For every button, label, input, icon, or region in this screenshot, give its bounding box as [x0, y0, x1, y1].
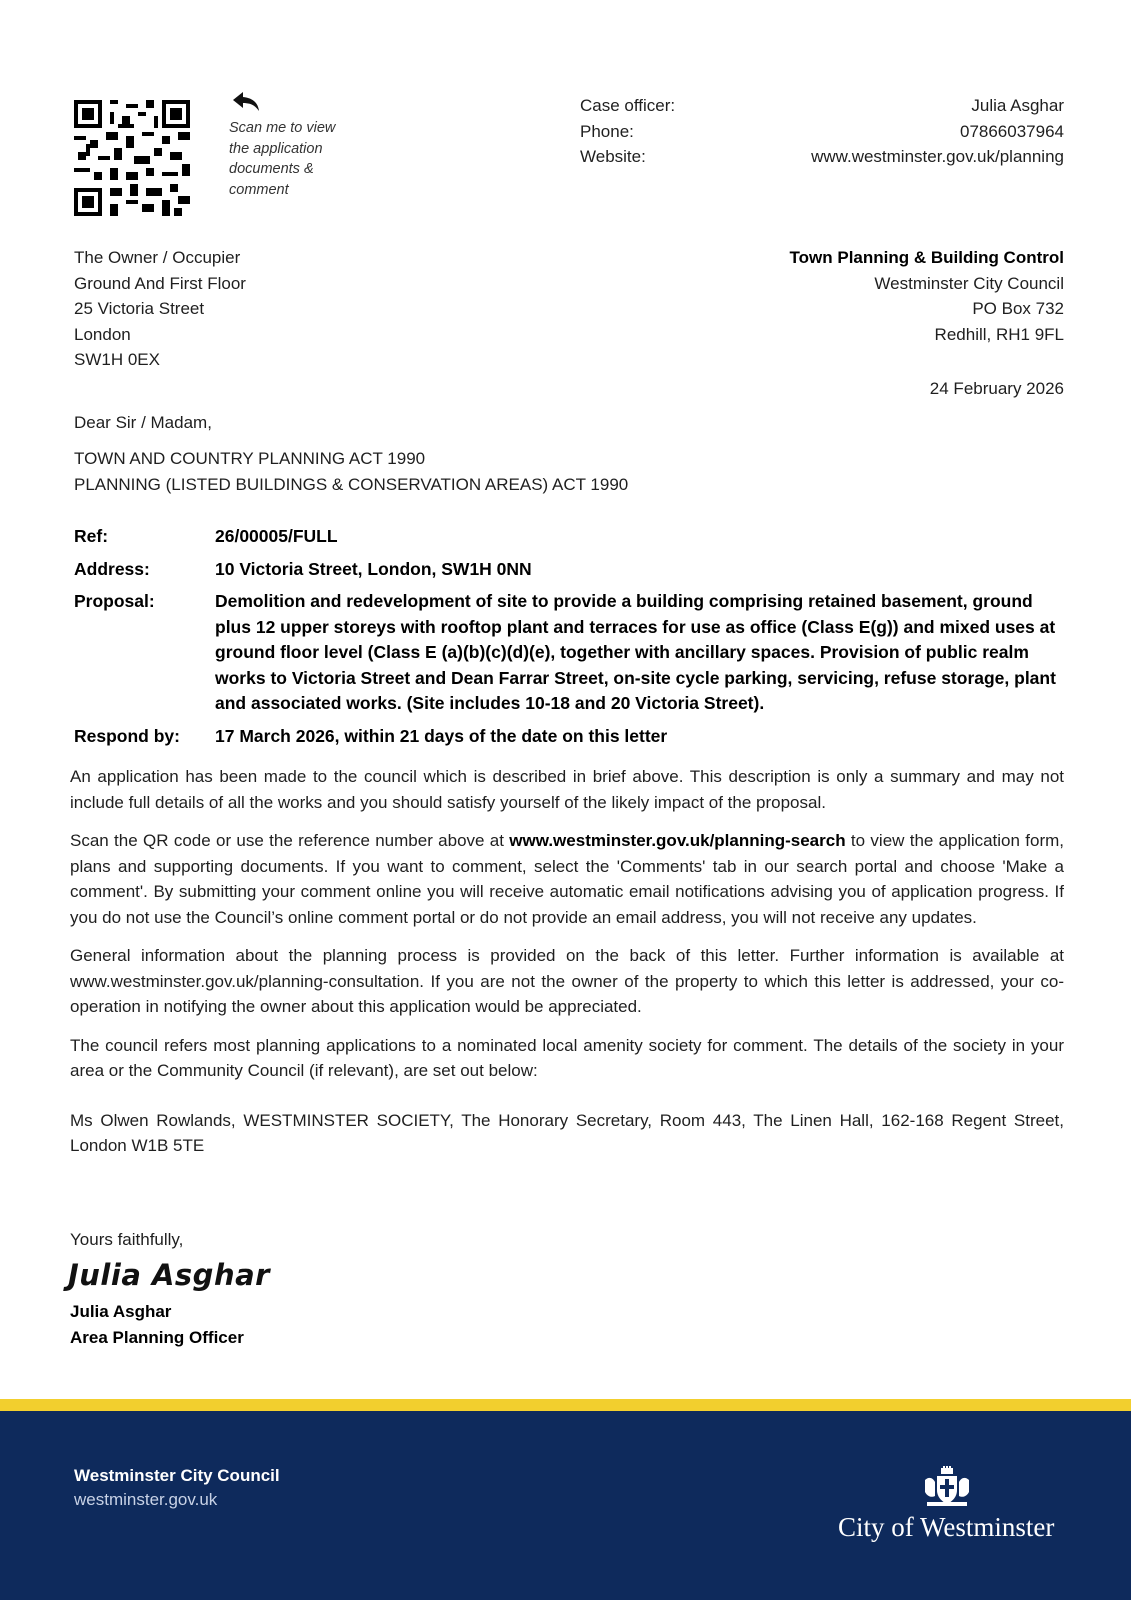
officer-value: Julia Asghar — [971, 96, 1064, 115]
planning-search-link[interactable]: www.westminster.gov.uk/planning-search — [509, 831, 846, 850]
acts-heading — [74, 446, 628, 497]
officer-value: 07866037964 — [959, 121, 1064, 141]
detail-label: Respond by: — [74, 725, 180, 746]
recipient-address — [74, 245, 374, 373]
sender-department: Town Planning & Building Control — [789, 248, 1064, 267]
address-line: 25 Victoria Street — [74, 299, 205, 318]
act-line: PLANNING (LISTED BUILDINGS & CONSERVATION AREAS) ACT 1990 — [74, 474, 629, 494]
signer-title: Area Planning Officer — [70, 1327, 244, 1347]
qr-caption: Scan me to view the application documents & comment — [229, 120, 336, 198]
footer-url[interactable]: westminster.gov.uk — [74, 1490, 218, 1509]
amenity-society: Ms Olwen Rowlands, WESTMINSTER SOCIETY, The Honorary Secretary, Room 443, The Linen Hall, 162-168 Regent Street, London W1B 5TE — [70, 1110, 1064, 1155]
detail-value: Demolition and redevelopment of site to provide a building comprising retained basement, ground plus 12 upper storeys with rooftop plant and terraces for use as office (Class E(g)) and mixed uses at ground floor level (Class E (a)(b)(c)(d)(e), together with ancillary spaces. Provision of public realm works to Victoria Street and Dean Farrar Street, on-site cycle parking, servicing, refuse storage, plant and associated works. (Site includes 10-18 and 20 Victoria Street). — [215, 591, 1056, 713]
signer-name: Julia Asghar — [70, 1302, 172, 1321]
paragraph-text: to view the application form, plans and supporting documents. If you want to comment, select the 'Comments' tab in our search portal and choose 'Make a comment'. By submitting your comment online you will receive automatic email notifications advising you of application progress. If you do not use the Council’s online comment portal or do not provide an email address, you will not receive any updates. — [70, 831, 1064, 927]
signature: Julia Asghar — [68, 1258, 270, 1292]
crest-icon — [921, 1466, 973, 1508]
letter-body — [70, 764, 1064, 1172]
address-line: SW1H 0EX — [74, 350, 160, 369]
officer-details — [580, 93, 1064, 170]
signer-block — [70, 1299, 244, 1350]
officer-row-phone — [580, 119, 1064, 145]
body-paragraph: The council refers most planning applications to a nominated local amenity society for comment. The details of the society in your area or the Community Council (if relevant), are set out below: — [70, 1035, 1064, 1080]
footer-org-name: Westminster City Council — [74, 1466, 280, 1485]
paragraph-text: Scan the QR code or use the reference number above at — [70, 831, 510, 850]
address-line: PO Box 732 — [972, 299, 1064, 318]
detail-label: Proposal: — [74, 591, 155, 611]
detail-row-ref — [74, 524, 1064, 550]
website-link[interactable]: www.westminster.gov.uk/planning — [811, 147, 1064, 166]
address-line: London — [74, 324, 131, 344]
closing: Yours faithfully, — [70, 1230, 184, 1249]
body-paragraph: An application has been made to the council which is described in brief above. This description is only a summary and may not include full details of all the works and you should satisfy yourself of the likely impact of the proposal. — [70, 767, 1064, 812]
detail-row-proposal — [74, 589, 1064, 717]
reply-arrow-icon — [231, 90, 261, 114]
detail-row-respond-by — [74, 724, 1064, 750]
footer-stripe — [0, 1399, 1131, 1411]
detail-value: 17 March 2026, within 21 days of the date on this letter — [215, 725, 668, 746]
body-paragraph: General information about the planning process is provided on the back of this letter. Further information is available at www.westminster.gov.uk/planning-consultation. If you are not the owner of the property to which this letter is addressed, your co-operation in notifying the owner about this application would be appreciated. — [70, 946, 1064, 1016]
officer-label: Phone: — [580, 121, 634, 141]
detail-label: Address: — [74, 558, 150, 579]
detail-label: Ref: — [74, 526, 109, 546]
address-line: Ground And First Floor — [74, 273, 246, 293]
address-line: Westminster City Council — [874, 273, 1064, 293]
letter-date: 24 February 2026 — [929, 379, 1064, 398]
officer-label: Case officer: — [580, 96, 676, 115]
salutation: Dear Sir / Madam, — [74, 413, 212, 432]
detail-value: 26/00005/FULL — [215, 526, 338, 546]
detail-value: 10 Victoria Street, London, SW1H 0NN — [215, 558, 532, 579]
qr-code[interactable] — [74, 100, 190, 216]
detail-row-address — [74, 557, 1064, 583]
officer-label: Website: — [580, 147, 646, 166]
address-line: Redhill, RH1 9FL — [934, 324, 1064, 344]
act-line: TOWN AND COUNTRY PLANNING ACT 1990 — [74, 449, 426, 468]
officer-row-case — [580, 93, 1064, 119]
address-line: The Owner / Occupier — [74, 248, 241, 267]
city-of-westminster-logo: City of Westminster — [838, 1512, 1055, 1542]
officer-row-website — [580, 144, 1064, 170]
body-paragraph — [70, 828, 1064, 930]
application-details — [74, 524, 1064, 756]
sender-address — [664, 245, 1064, 347]
